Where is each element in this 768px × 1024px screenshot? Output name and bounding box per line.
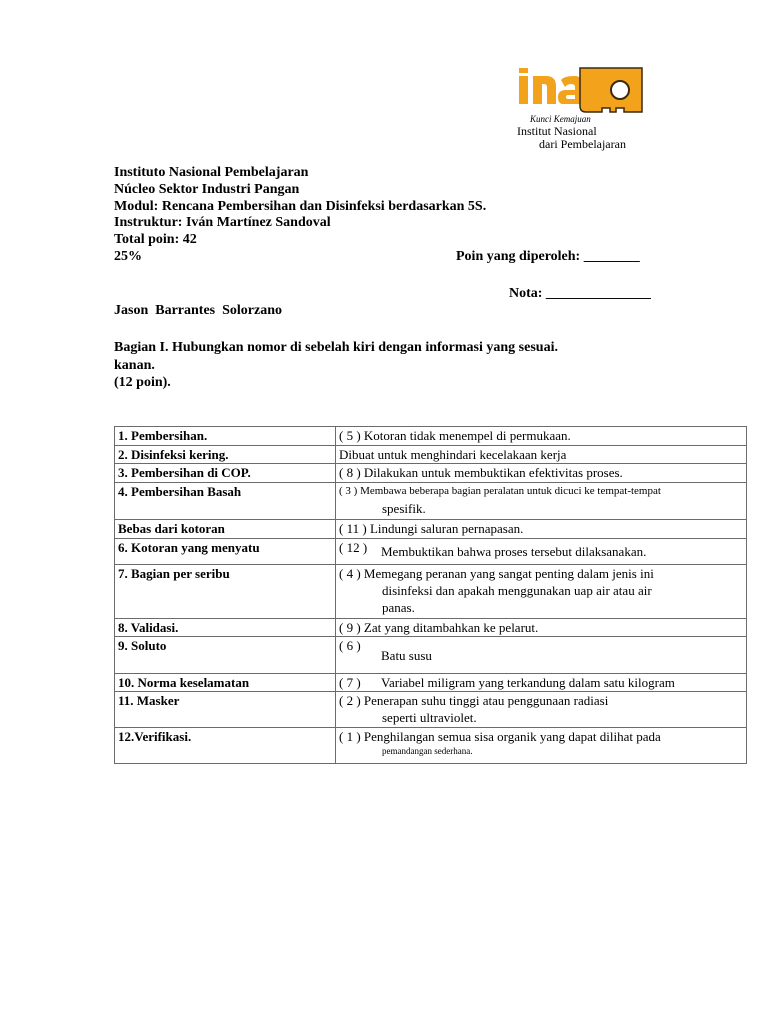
answer-text-continued: seperti ultraviolet. xyxy=(382,710,477,725)
answer-cell xyxy=(336,674,747,692)
table-row xyxy=(115,483,747,520)
term-cell: Bebas dari kotoran xyxy=(115,520,336,539)
points-obtained-field: Poin yang diperoleh: ________ xyxy=(456,249,640,264)
answer-number: ( 12 ) xyxy=(339,540,368,555)
answer-text: Kotoran tidak menempel di permukaan. xyxy=(363,428,571,443)
term-cell: 1. Pembersihan. xyxy=(115,427,336,446)
answer-cell xyxy=(336,637,747,674)
answer-text: Dibuat untuk menghindari kecelakaan kerja xyxy=(339,447,567,462)
term-cell: 11. Masker xyxy=(115,692,336,728)
term-cell: 9. Soluto xyxy=(115,637,336,674)
answer-cell xyxy=(336,446,747,464)
instruction-line: (12 poin). xyxy=(114,375,171,390)
answer-number: ( 8 ) xyxy=(339,465,361,480)
answer-cell xyxy=(336,427,747,446)
institution-name: Instituto Nasional Pembelajaran xyxy=(114,165,309,180)
module-name: Modul: Rencana Pembersihan dan Disinfeksi berdasarkan 5S. xyxy=(114,198,487,214)
answer-text: Batu susu xyxy=(381,648,432,663)
term-cell: 12.Verifikasi. xyxy=(115,728,336,764)
answer-number: ( 1 ) xyxy=(339,729,361,744)
table-row xyxy=(115,464,747,483)
term-cell: 6. Kotoran yang menyatu xyxy=(115,539,336,565)
answer-cell xyxy=(336,520,747,539)
document-header xyxy=(114,165,486,266)
answer-number: ( 7 ) xyxy=(339,675,361,690)
table-row xyxy=(115,539,747,565)
term-cell: 2. Disinfeksi kering. xyxy=(115,446,336,464)
term-cell: 8. Validasi. xyxy=(115,619,336,637)
instruction-line: kanan. xyxy=(114,357,155,373)
logo-institute-line1: Institut Nasional xyxy=(517,124,597,138)
term-cell: 7. Bagian per seribu xyxy=(115,565,336,619)
term-cell: 4. Pembersihan Basah xyxy=(115,483,336,520)
matching-table xyxy=(114,426,747,764)
answer-text: Zat yang ditambahkan ke pelarut. xyxy=(363,620,539,635)
answer-text: Lindungi saluran pernapasan. xyxy=(369,521,524,536)
table-row xyxy=(115,565,747,619)
answer-cell xyxy=(336,728,747,764)
term-cell: 3. Pembersihan di COP. xyxy=(115,464,336,483)
instruction-line: Bagian I. Hubungkan nomor di sebelah kiri dengan informasi yang sesuai. xyxy=(114,340,558,355)
answer-number: ( 6 ) xyxy=(339,638,361,653)
answer-number: ( 11 ) xyxy=(339,521,367,536)
answer-text-continued: pemandangan sederhana. xyxy=(382,746,473,756)
logo-institute-line2: dari Pembelajaran xyxy=(539,137,626,151)
term-cell: 10. Norma keselamatan xyxy=(115,674,336,692)
total-points: Total poin: 42 xyxy=(114,232,197,248)
table-row xyxy=(115,446,747,464)
answer-cell xyxy=(336,483,747,520)
answer-cell xyxy=(336,692,747,728)
answer-text: Variabel miligram yang terkandung dalam satu kilogram xyxy=(381,675,675,690)
answer-number: ( 9 ) xyxy=(339,620,361,635)
answer-text: Membawa beberapa bagian peralatan untuk dicuci ke tempat-tempat xyxy=(360,485,661,497)
table-row xyxy=(115,427,747,446)
answer-cell xyxy=(336,464,747,483)
answer-text-continued: spesifik. xyxy=(382,501,426,516)
key-logo-icon xyxy=(516,62,646,118)
logo-tagline: Kunci Kemajuan xyxy=(530,114,591,124)
instructor-name: Instruktur: Iván Martínez Sandoval xyxy=(114,215,331,231)
answer-number: ( 2 ) xyxy=(339,693,361,708)
answer-number: ( 4 ) xyxy=(339,566,361,581)
answer-text: Penghilangan semua sisa organik yang dapat dilihat pada xyxy=(363,729,661,744)
table-row xyxy=(115,637,747,674)
sector-name: Núcleo Sektor Industri Pangan xyxy=(114,181,300,197)
answer-text-continued: panas. xyxy=(382,600,415,615)
grade-field: Nota: _______________ xyxy=(509,286,651,301)
answer-cell xyxy=(336,565,747,619)
answer-number: ( 3 ) xyxy=(339,485,358,497)
student-name: Jason Barrantes Solorzano xyxy=(114,303,282,318)
answer-text: Dilakukan untuk membuktikan efektivitas proses. xyxy=(363,465,623,480)
answer-text: Membuktikan bahwa proses tersebut dilaksanakan. xyxy=(381,544,647,559)
answer-cell xyxy=(336,539,747,565)
section-instructions xyxy=(114,339,558,392)
table-row xyxy=(115,692,747,728)
answer-cell xyxy=(336,619,747,637)
answer-number: ( 5 ) xyxy=(339,428,361,443)
percentage: 25% xyxy=(114,248,142,264)
ina-logo xyxy=(516,62,646,152)
answer-text: Memegang peranan yang sangat penting dalam jenis ini xyxy=(363,566,654,581)
answer-text-continued: disinfeksi dan apakah menggunakan uap air atau air xyxy=(382,583,652,598)
table-row xyxy=(115,619,747,637)
table-row xyxy=(115,728,747,764)
table-row xyxy=(115,674,747,692)
answer-text: Penerapan suhu tinggi atau penggunaan radiasi xyxy=(363,693,609,708)
table-row xyxy=(115,520,747,539)
